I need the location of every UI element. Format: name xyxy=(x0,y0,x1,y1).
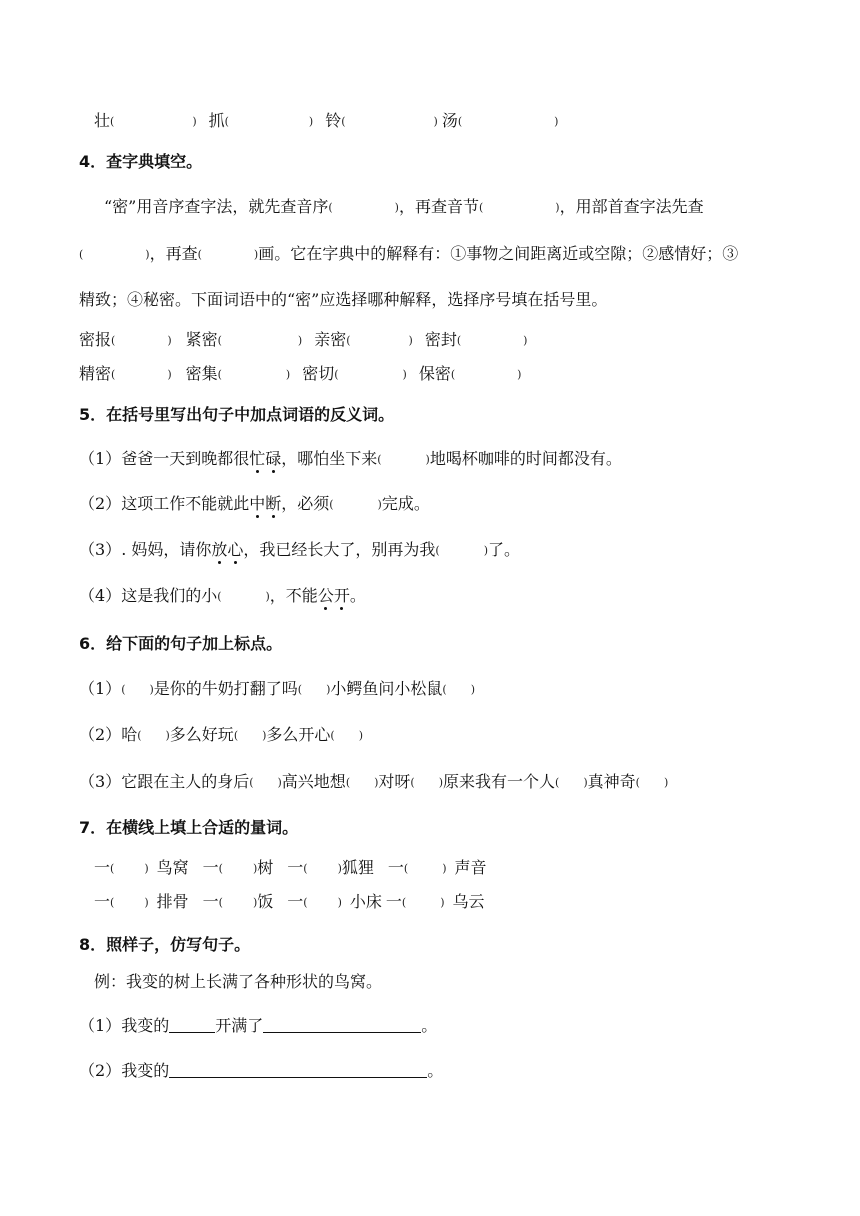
q5-title: 5．在括号里写出句子中加点词语的反义词。 xyxy=(79,405,395,424)
answer-line[interactable] xyxy=(169,1059,427,1078)
q5-sentence-2: （2）这项工作不能就此中断，必须( )完成。 xyxy=(79,494,430,513)
q4-words-row2: 精密( ) 密集( ) 密切( ) 保密( ) xyxy=(79,364,522,383)
q6-sentence-2: （2）哈( )多么好玩( )多么开心( ) xyxy=(79,725,364,744)
q5-sentence-1: （1）爸爸一天到晚都很忙碌，哪怕坐下来( )地喝杯咖啡的时间都没有。 xyxy=(79,449,622,468)
char: 抓 xyxy=(208,111,225,130)
char-fill-row: 壮( ) 抓( ) 铃( ) 汤( ) xyxy=(94,111,559,130)
answer-line[interactable] xyxy=(263,1014,421,1033)
q6-sentence-3: （3）它跟在主人的身后( )高兴地想( )对呀( )原来我有一个人( )真神奇( ) xyxy=(79,772,669,791)
q4-paragraph-line3: 精致；④秘密。下面词语中的“密”应选择哪种解释，选择序号填在括号里。 xyxy=(79,290,608,309)
char: 铃 xyxy=(325,111,342,130)
q6-sentence-1: （1）( )是你的牛奶打翻了吗( )小鳄鱼问小松鼠( ) xyxy=(79,679,475,698)
q5-sentence-3: （3）. 妈妈，请你放心，我已经长大了，别再为我( )了。 xyxy=(79,540,521,559)
q4-words-row1: 密报( ) 紧密( ) 亲密( ) 密封( ) xyxy=(79,330,528,349)
q8-sentence-2: （2）我变的 。 xyxy=(79,1061,444,1080)
q8-title: 8．照样子，仿写句子。 xyxy=(79,935,251,954)
q4-title: 4．查字典填空。 xyxy=(79,152,203,171)
q4-paragraph-line1: “密”用音序查字法，就先查音序( )，再查音节( )，用部首查字法先查 xyxy=(104,197,704,216)
q7-row1: 一( ) 鸟窝 一( )树 一( )狐狸 一( ) 声音 xyxy=(94,858,487,877)
char: 汤 xyxy=(441,111,458,130)
q6-title: 6．给下面的句子加上标点。 xyxy=(79,634,283,653)
char: 壮 xyxy=(94,111,111,130)
answer-line[interactable] xyxy=(169,1014,215,1033)
q5-sentence-4: （4）这是我们的小( )，不能公开。 xyxy=(79,586,366,605)
q8-example: 例：我变的树上长满了各种形状的鸟窝。 xyxy=(94,972,383,991)
q8-sentence-1: （1）我变的 开满了 。 xyxy=(79,1016,438,1035)
q7-title: 7．在横线上填上合适的量词。 xyxy=(79,818,299,837)
q4-paragraph-line2: ( )，再查( )画。它在字典中的解释有：①事物之间距离近或空隙；②感情好；③ xyxy=(79,244,739,263)
q7-row2: 一( ) 排骨 一( )饭 一( ) 小床 一( ) 乌云 xyxy=(94,892,485,911)
